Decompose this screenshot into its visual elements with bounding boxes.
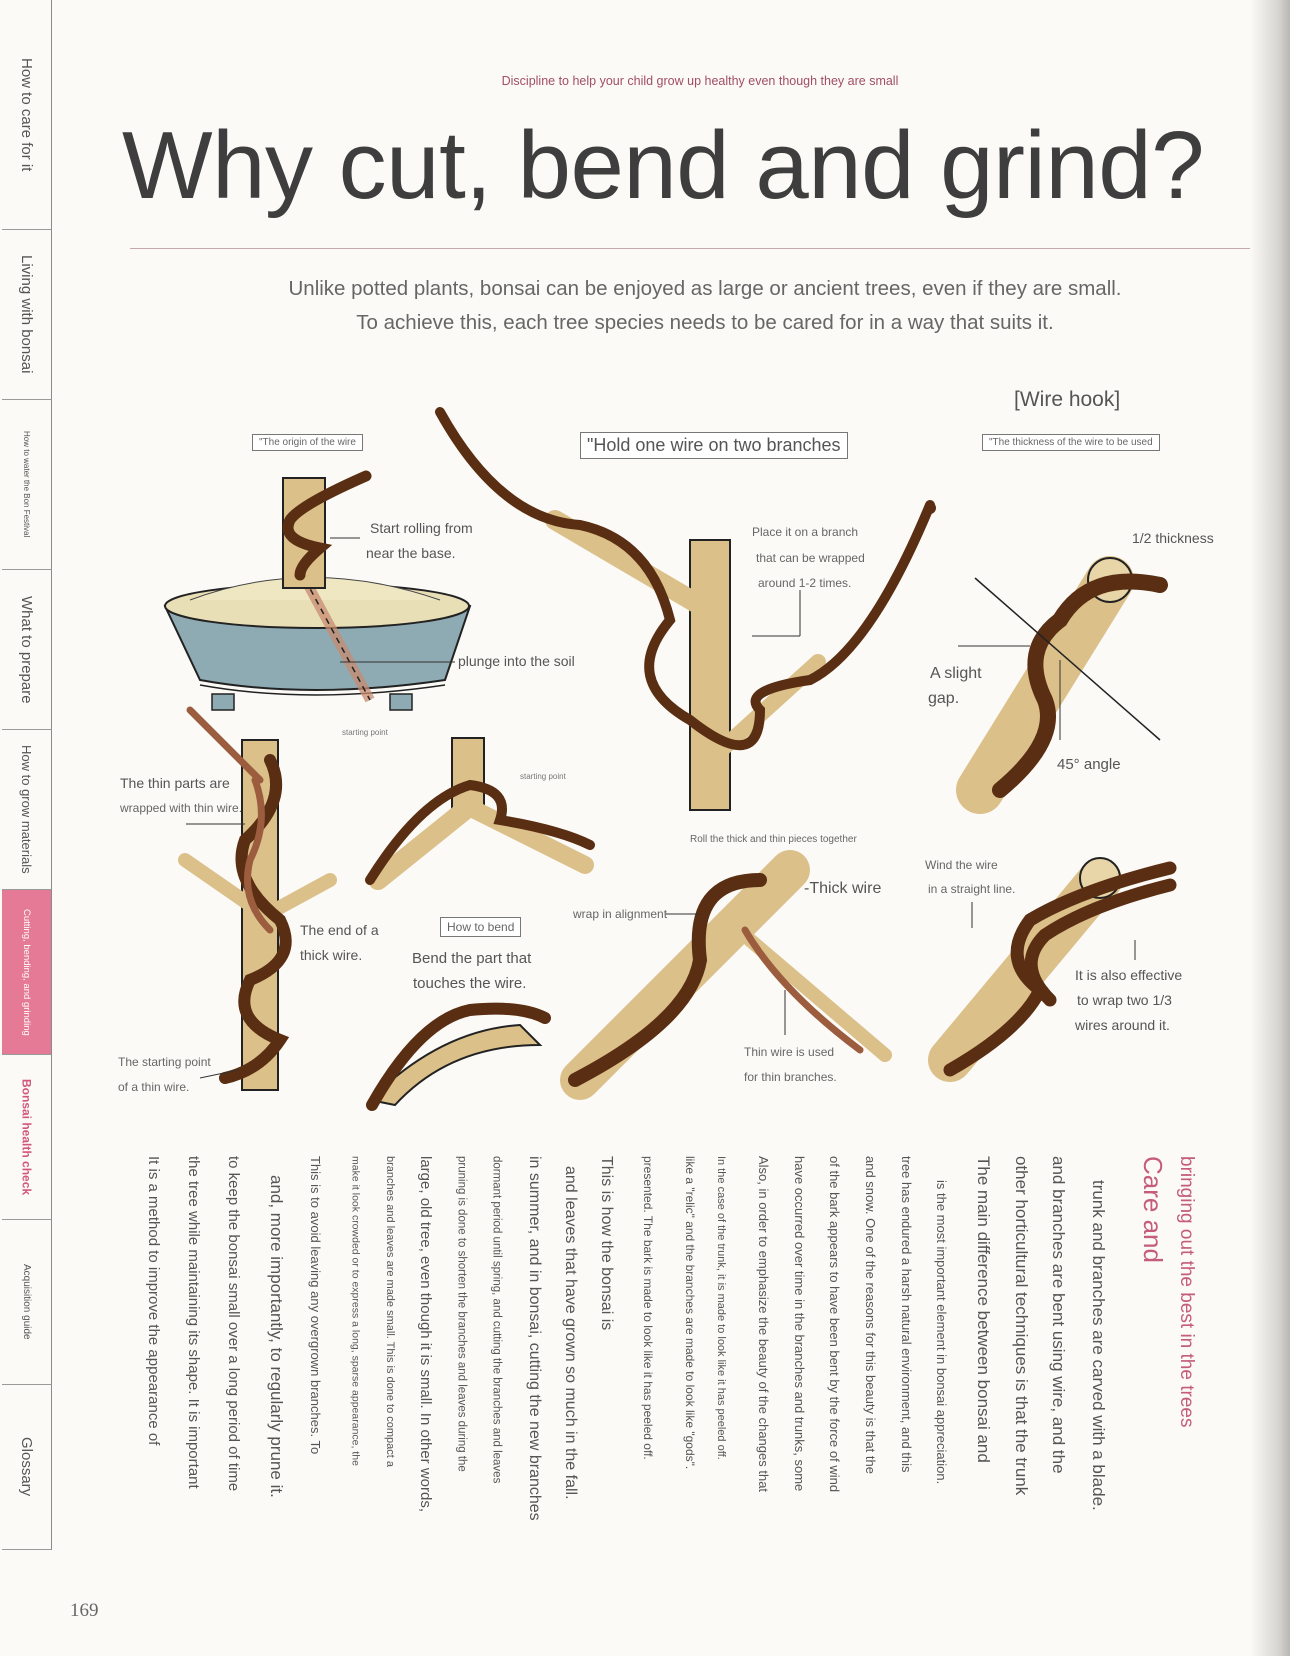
body-column-17: dormant period until spring, and cutting the branches and leaves — [490, 1156, 503, 1484]
half-thickness-label: 1/2 thickness — [1132, 530, 1214, 546]
body-heading-1: bringing out the best in the trees — [1176, 1156, 1197, 1428]
body-column-2: and branches are bent using wire, and the — [1049, 1156, 1068, 1474]
body-column-12: like a "relic" and the branches are made to look like "gods". — [683, 1156, 697, 1470]
body-column-20: branches and leaves are made small. This is done to compact a — [384, 1156, 396, 1468]
wind-wire-label-1: Wind the wire — [925, 858, 998, 872]
body-column-26: It is a method to improve the appearance of — [145, 1156, 162, 1446]
parallel-wire-illustration — [575, 870, 885, 1080]
two-branch-wiring-illustration — [440, 412, 936, 810]
wind-wire-label-2: in a straight line. — [928, 882, 1016, 896]
how-to-bend-box: How to bend — [440, 917, 521, 937]
lead-line-1: Unlike potted plants, bonsai can be enjoyed as large or ancient trees, even if they are small. — [288, 277, 1122, 300]
body-column-18: pruning is done to shorten the branches and leaves during the — [455, 1156, 468, 1472]
end-thick-wire-label-2: thick wire. — [300, 947, 363, 963]
body-column-14: This is how the bonsai is — [598, 1156, 615, 1331]
thin-parts-label-2: wrapped with thin wire. — [120, 801, 243, 815]
kicker-text: Discipline to help your child grow up healthy even though they are small — [501, 74, 899, 88]
place-branch-label-1: Place it on a branch — [752, 525, 859, 539]
thin-wire-start-label-2: of a thin wire. — [118, 1080, 190, 1094]
thickness-label-box: "The thickness of the wire to be used — [982, 434, 1160, 451]
body-column-16: in summer, and in bonsai, cutting the new branches — [526, 1156, 543, 1521]
body-column-19: large, old tree, even though it is small. In other words, — [417, 1156, 434, 1513]
tab-how-to-care[interactable]: How to care for it — [2, 0, 52, 230]
lead-line-2: To achieve this, each tree species needs to be cared for in a way that suits it. — [356, 311, 1054, 334]
start-rolling-label: Start rolling from — [370, 520, 473, 536]
tab-what-to-prepare[interactable]: What to prepare — [2, 570, 52, 730]
tab-living-with-bonsai[interactable]: Living with bonsai — [2, 230, 52, 400]
thin-wire-start-label-1: The starting point — [118, 1055, 211, 1069]
body-column-21: make it look crowded or to express a long, sparse appearance, the — [349, 1156, 362, 1466]
tab-cutting-bending-grinding[interactable]: Cutting, bending, and grinding — [2, 890, 52, 1055]
wire-origin-label-box: "The origin of the wire — [252, 434, 363, 451]
wrap-alignment-label: wrap in alignment — [573, 907, 668, 921]
body-column-22: This is to avoid leaving any overgrown branches. To — [308, 1156, 323, 1455]
tab-glossary[interactable]: Glossary — [2, 1385, 52, 1550]
tab-bon-festival[interactable]: How to water the Bon Festival — [2, 400, 52, 570]
thin-wire-used-label-1: Thin wire is used — [744, 1045, 835, 1059]
thin-thick-wire-illustration — [185, 710, 330, 1090]
pot-wiring-illustration — [165, 476, 470, 710]
place-branch-label-3: around 1-2 times. — [758, 576, 852, 590]
body-heading-2: Care and — [1138, 1156, 1168, 1263]
page-title: Why cut, bend and grind? — [122, 112, 1205, 219]
body-column-13: presented. The bark is made to look like it has peeled off. — [641, 1156, 655, 1460]
body-column-1: trunk and branches are carved with a blade. — [1089, 1180, 1108, 1511]
effective-label-3: wires around it. — [1075, 1017, 1170, 1033]
branch-starting-point-label: starting point — [520, 772, 566, 781]
body-column-6: tree has endured a harsh natural environment, and this — [899, 1156, 914, 1473]
body-column-15: and leaves that have grown so much in the fall. — [562, 1166, 579, 1500]
slight-gap-label-1: A slight — [930, 665, 982, 682]
thin-wire-used-label-2: for thin branches. — [744, 1070, 837, 1084]
body-column-25: the tree while maintaining its shape. It is important — [185, 1156, 202, 1489]
body-column-10: Also, in order to emphasize the beauty of the changes that — [756, 1156, 771, 1493]
tab-bonsai-health-check[interactable]: Bonsai health check — [2, 1055, 52, 1220]
two-branches-label-box: "Hold one wire on two branches — [580, 432, 848, 459]
tab-how-to-grow-materials[interactable]: How to grow materials — [2, 730, 52, 890]
body-column-23: and, more importantly, to regularly prune it. — [267, 1175, 286, 1498]
slight-gap-label-2: gap. — [928, 690, 960, 707]
bend-illustration — [370, 1009, 545, 1105]
branch-split-illustration — [370, 738, 590, 880]
body-column-5: is the most important element in bonsai appreciation. — [934, 1180, 949, 1485]
body-column-9: have occurred over time in the branches and trunks, some — [792, 1156, 807, 1492]
end-thick-wire-label-1: The end of a — [300, 922, 379, 938]
effective-label-2: to wrap two 1/3 — [1077, 992, 1172, 1008]
near-base-label: near the base. — [366, 545, 456, 561]
body-column-4: The main difference between bonsai and — [974, 1156, 993, 1463]
bend-part-label-1: Bend the part that — [412, 950, 532, 967]
body-column-7: and snow. One of the reasons for this beauty is that the — [863, 1156, 878, 1474]
effective-label-1: It is also effective — [1075, 967, 1183, 983]
page-number: 169 — [70, 1600, 99, 1621]
plunge-soil-label: plunge into the soil — [458, 653, 575, 669]
tab-acquisition-guide[interactable]: Acquisition guide — [2, 1220, 52, 1385]
wire-hook-heading: [Wire hook] — [1014, 388, 1121, 411]
body-column-24: to keep the bonsai small over a long period of time — [225, 1156, 242, 1492]
pot-starting-point-label: starting point — [342, 728, 388, 737]
place-branch-label-2: that can be wrapped — [756, 551, 865, 565]
bend-part-label-2: touches the wire. — [413, 975, 527, 992]
thick-wire-label: -Thick wire — [804, 880, 882, 897]
thin-parts-label-1: The thin parts are — [120, 775, 230, 791]
body-column-3: other horticultural techniques is that the trunk — [1012, 1156, 1031, 1496]
body-column-8: of the bark appears to have been bent by the force of wind — [827, 1156, 842, 1493]
angle-45-label: 45° angle — [1057, 756, 1121, 773]
body-column-11: In the case of the trunk, it is made to look like it has peeled off. — [715, 1156, 727, 1460]
roll-together-label: Roll the thick and thin pieces together — [690, 834, 857, 845]
